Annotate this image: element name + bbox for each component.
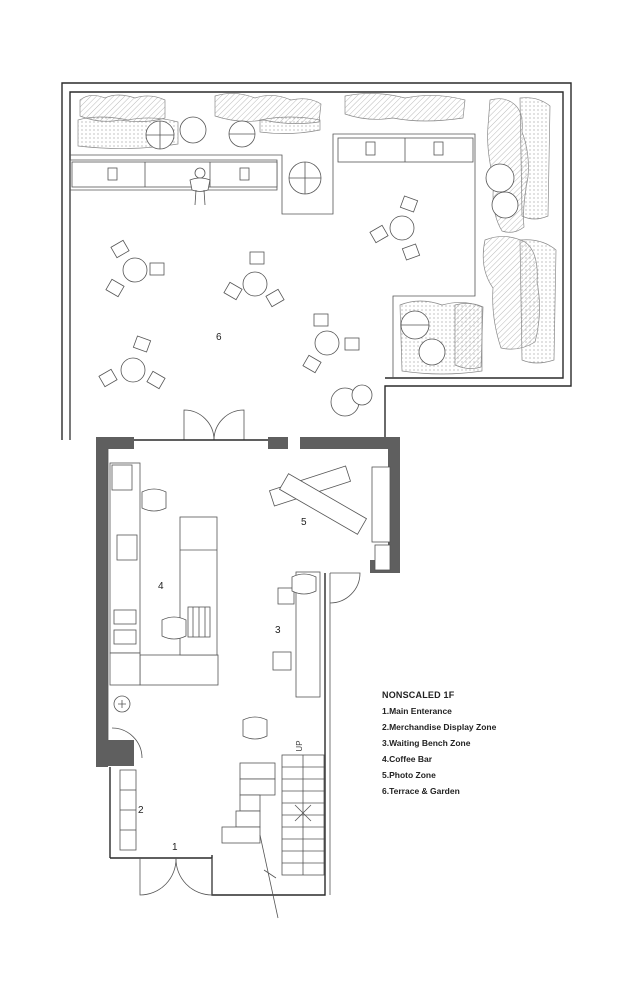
legend-item-photo-zone: 5.Photo Zone [382, 770, 436, 780]
barista-1 [142, 489, 166, 511]
legend-item-main-entrance: 1.Main Enterance [382, 706, 452, 716]
zone-1-label: 1 [172, 842, 178, 853]
legend-item-merchandise-display: 2.Merchandise Display Zone [382, 722, 497, 732]
zone-3-label: 3 [275, 625, 281, 636]
staircase [282, 755, 324, 875]
barista-2 [162, 617, 186, 639]
terrace-table-2 [224, 252, 284, 307]
zone-4-label: 4 [158, 581, 164, 592]
photo-zone-boards [269, 466, 390, 570]
zone-5-label: 5 [301, 517, 307, 528]
side-door [330, 573, 360, 603]
legend [382, 690, 496, 802]
legend-title: NONSCALED 1F [382, 690, 455, 700]
terrace-table-1 [106, 240, 164, 296]
legend-item-coffee-bar: 4.Coffee Bar [382, 754, 433, 764]
terrace-double-door [184, 410, 244, 440]
terrace-table-3 [370, 196, 420, 260]
zone-2-label: 2 [138, 805, 144, 816]
terrace-table-5 [303, 314, 359, 373]
legend-item-waiting-bench: 3.Waiting Bench Zone [382, 738, 471, 748]
zone-6-label: 6 [216, 332, 222, 343]
legend-item-terrace-garden: 6.Terrace & Garden [382, 786, 460, 796]
main-entrance-door [140, 835, 278, 918]
stair-up-label: UP [295, 740, 304, 752]
terrace-table-4 [99, 336, 165, 389]
customer-figure [243, 717, 267, 739]
